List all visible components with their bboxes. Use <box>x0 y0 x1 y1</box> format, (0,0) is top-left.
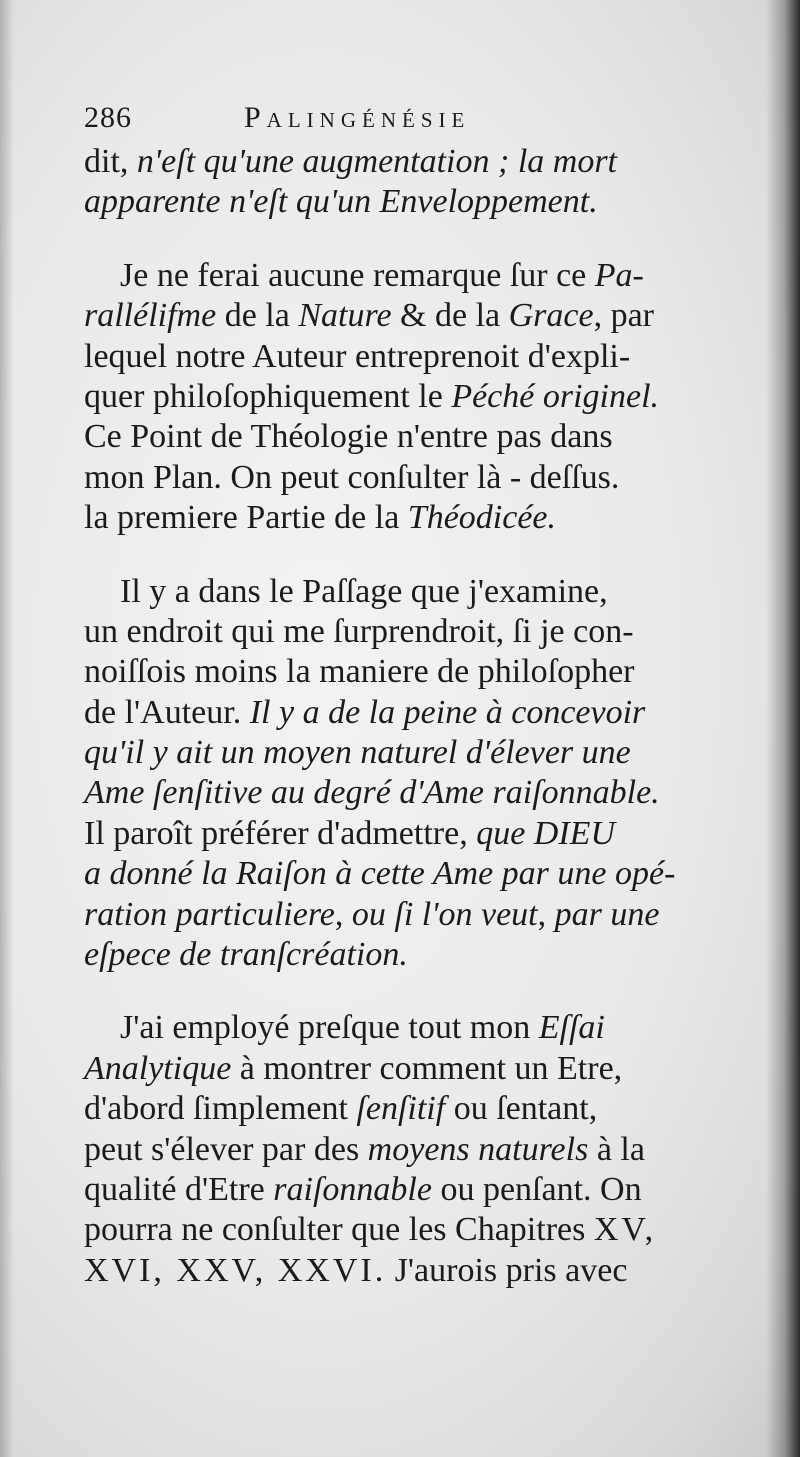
italic-text: Analytique <box>84 1049 232 1087</box>
roman-text: Je ne ferai aucune remarque ſur ce <box>120 256 595 294</box>
italic-text: Grace <box>508 297 594 335</box>
roman-text: J'aurois pris avec <box>386 1251 628 1289</box>
italic-text: Péché originel. <box>451 377 660 415</box>
roman-text: XVI, XXV, XXVI. <box>84 1251 387 1289</box>
text-line <box>84 854 724 894</box>
roman-text: quer philoſophiquement le <box>84 377 452 415</box>
text-line <box>84 1008 724 1048</box>
roman-text: qualité d'Etre <box>84 1170 274 1208</box>
text-line <box>84 773 724 813</box>
page-left-shadow <box>0 0 14 1457</box>
roman-text: noiſſois moins la maniere de philoſopher <box>84 653 635 691</box>
paragraph-gap <box>84 539 724 572</box>
roman-text: J'ai employé preſque tout mon <box>120 1009 539 1047</box>
paragraph <box>84 572 724 976</box>
roman-text: , par <box>593 297 654 335</box>
text-line <box>84 377 724 417</box>
italic-text: Il y a de la peine à concevoir <box>249 693 646 731</box>
italic-text: qu'il y ait un moyen naturel d'élever une <box>84 734 631 772</box>
text-line <box>84 182 724 222</box>
roman-text: ou penſant. On <box>431 1170 642 1208</box>
italic-text: Pa- <box>594 256 644 294</box>
roman-text: Ce Point de Théologie n'entre pas dans <box>84 418 613 456</box>
italic-text: Ame ſenſitive au degré d'Ame raiſonnable. <box>84 774 660 812</box>
italic-text: eſpece de tranſcréation. <box>84 936 408 974</box>
text-line <box>84 733 724 773</box>
text-line <box>84 895 724 935</box>
roman-text: ou ſentant, <box>445 1090 598 1128</box>
roman-text: peut s'élever par des <box>84 1130 368 1168</box>
text-line <box>84 612 724 652</box>
paragraph <box>84 256 724 539</box>
italic-text: Eſſai <box>538 1009 605 1047</box>
page-text <box>84 98 724 1291</box>
text-line <box>84 142 724 182</box>
italic-text: Théodicée. <box>407 499 556 537</box>
roman-text: Il y a dans le Paſſage que j'examine, <box>120 572 608 610</box>
text-line <box>84 417 724 457</box>
text-line <box>84 935 724 975</box>
paragraph-gap <box>84 975 724 1008</box>
text-line <box>84 652 724 692</box>
roman-text: de la <box>216 297 299 335</box>
roman-text: de l'Auteur. <box>84 693 250 731</box>
text-line <box>84 1089 724 1129</box>
roman-text: à montrer comment un Etre, <box>231 1049 623 1087</box>
text-line <box>84 458 724 498</box>
text-line <box>84 814 724 854</box>
italic-text: raiſonnable <box>273 1170 432 1208</box>
text-line <box>84 693 724 733</box>
body-text <box>84 142 724 1291</box>
text-line <box>84 256 724 296</box>
italic-text: Nature <box>298 297 392 335</box>
italic-text: rallélifme <box>84 297 217 335</box>
text-line <box>84 1251 724 1291</box>
roman-text: lequel notre Auteur entreprenoit d'expli- <box>84 337 631 375</box>
paragraph <box>84 142 724 223</box>
roman-text: d'abord ſimplement <box>84 1090 357 1128</box>
italic-text: n'eſt qu'une augmentation ; la mort <box>136 143 618 180</box>
roman-text: mon Plan. On peut conſulter là - deſſus. <box>84 458 620 496</box>
roman-text: la premiere Partie de la <box>84 499 408 537</box>
italic-text: moyens naturels <box>367 1130 589 1168</box>
italic-text: ration particuliere <box>84 895 335 933</box>
italic-text: ou ſi l'on veut <box>351 895 538 933</box>
text-line <box>84 1170 724 1210</box>
roman-text: un endroit qui me ſurprendroit, ſi je con- <box>84 612 634 650</box>
roman-text: à la <box>588 1130 645 1168</box>
roman-text: , <box>537 895 555 933</box>
text-line <box>84 337 724 377</box>
roman-text: & de la <box>391 297 509 335</box>
italic-text: ſenſitif <box>356 1090 446 1128</box>
page-right-shadow <box>766 0 800 1457</box>
paragraph <box>84 1008 724 1291</box>
text-line <box>84 1130 724 1170</box>
italic-text: que DIEU <box>476 814 615 852</box>
italic-text: par une <box>554 895 660 933</box>
roman-text: dit, <box>84 143 137 180</box>
roman-text: , <box>334 895 352 933</box>
roman-text: XV, <box>593 1211 657 1249</box>
text-line <box>84 1049 724 1089</box>
roman-text: Il paroît préférer d'admettre, <box>84 814 477 852</box>
page-header <box>84 98 724 142</box>
page-number: 286 <box>84 101 132 134</box>
text-line <box>84 296 724 336</box>
italic-text: a donné la Raiſon à cette Ame par une opé- <box>84 855 676 893</box>
text-line <box>84 1210 724 1250</box>
roman-text: pourra ne conſulter que les Chapitres <box>84 1211 594 1249</box>
text-line <box>84 572 724 612</box>
running-title: Palingénésie <box>244 101 471 134</box>
italic-text: apparente n'eſt qu'un Enveloppement. <box>84 183 598 221</box>
text-line <box>84 498 724 538</box>
paragraph-gap <box>84 223 724 256</box>
